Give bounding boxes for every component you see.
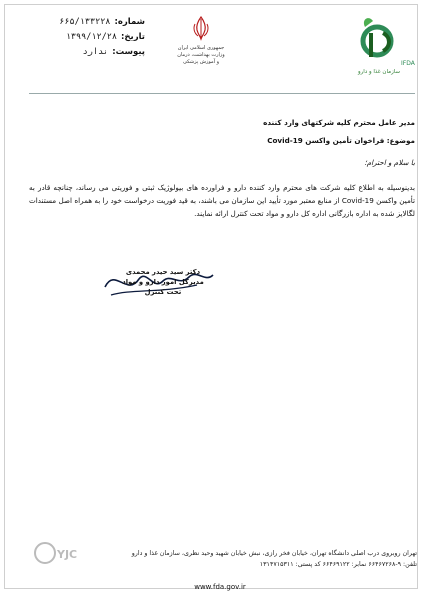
- letter-attachment-value: ندارد: [82, 47, 109, 57]
- footer-website-link[interactable]: www.fda.gov.ir: [194, 583, 246, 591]
- signer-title: مدیرکل امور دارو و مواد تحت کنترل: [122, 278, 204, 296]
- letter-number-value: ۶۶۵/۱۳۳۲۲۸: [59, 17, 111, 27]
- svg-text:YJC: YJC: [57, 548, 78, 561]
- letter-body-paragraph: بدینوسیله به اطلاع کلیه شرکت های محترم وارد کننده دارو و فراورده های بیولوژیک ثبتی و فوریتی می رساند، چنانچه قادر به تأمین واکسن Covid-19 از منابع معتبر مورد تأیید این سازمان می باشند، به قید فوریت درخواست خود را به همراه اصل مستندات لگالایز شده به اداره بازرگانی اداره کل دارو و مواد تحت کنترل ارائه نمایند.: [29, 183, 415, 218]
- letter-number-row: [35, 15, 145, 30]
- letter-content: [29, 117, 415, 220]
- letter-recipient: مدیر عامل محترم کلیه شرکتهای وارد کننده: [263, 118, 415, 127]
- footer-address: تهران روبروی درب اصلی دانشگاه تهران، خیابان فخر رازی، نبش خیابان شهید وحید نظری، سازمان غذا و دارو: [131, 550, 417, 557]
- fda-logo-abbr: IFDA: [401, 60, 415, 67]
- letter-number-label: شماره:: [114, 17, 145, 27]
- ministry-line-1: جمهوری اسلامی ایران: [177, 45, 225, 51]
- ministry-name: [177, 45, 225, 66]
- ministry-line-3: و آموزش پزشکی: [182, 59, 220, 65]
- ministry-line-2: وزارت بهداشت، درمان: [177, 52, 225, 58]
- signer-name: دکتر سید حیدر محمدی: [125, 268, 201, 276]
- letter-date-value: ۱۳۹۹/۱۲/۲۸: [65, 32, 117, 42]
- letter-attachment-row: [35, 45, 145, 60]
- letter-meta: [35, 15, 145, 60]
- letter-greeting: با سلام و احترام؛: [364, 158, 415, 167]
- footer-contact: تلفن: ۹-۶۶۴۶۷۲۶۸ نمابر: ۶۶۴۶۹۱۲۲ کد پستی: ۱۳۱۴۷۱۵۳۱۱: [259, 561, 417, 568]
- letter-page: [4, 4, 418, 589]
- letter-attachment-label: پیوست:: [112, 47, 145, 57]
- letter-footer: [25, 548, 417, 570]
- signer-block: [115, 267, 211, 297]
- iran-emblem-icon: [191, 15, 211, 41]
- letter-subject: موضوع: فراخوان تأمین واکسن Covid-19: [267, 136, 415, 145]
- fda-logo-caption: سازمان غذا و دارو: [357, 69, 401, 75]
- header-divider: [29, 93, 415, 94]
- letter-date-row: [35, 30, 145, 45]
- letter-date-label: تاریخ:: [121, 32, 145, 42]
